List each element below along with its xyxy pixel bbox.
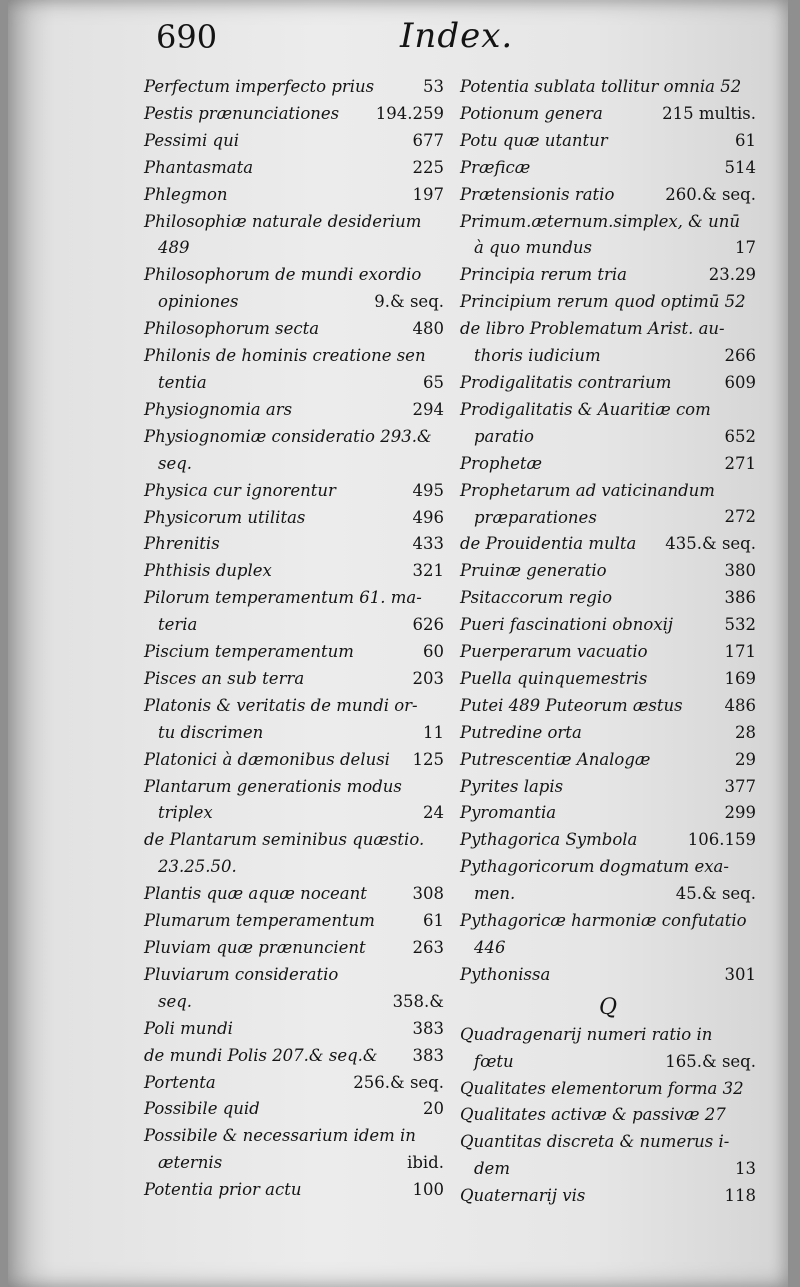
page-reference: 271 [724, 453, 756, 473]
index-entry [144, 908, 444, 935]
page-reference: 358.& [392, 991, 444, 1011]
entry-term: Physiognomiæ consideratio 293.& [144, 426, 432, 446]
page-reference: 495 [412, 480, 444, 500]
page-reference: 514 [724, 157, 756, 177]
index-entry [460, 1076, 756, 1103]
index-entry [144, 666, 444, 693]
index-entry [144, 343, 444, 397]
index-entry [460, 209, 756, 263]
entry-term: Philosophorum secta [144, 319, 320, 339]
entry-term: Præficæ [460, 157, 531, 177]
page-reference: 266 [724, 346, 756, 366]
index-entry [460, 128, 756, 155]
index-entry [460, 1022, 756, 1076]
page-reference: 609 [724, 372, 756, 392]
index-entry [460, 397, 756, 451]
index-entry [144, 827, 444, 881]
index-entry [460, 908, 756, 962]
entry-term: Platonis & veritatis de mundi or- [144, 695, 418, 715]
index-entry [460, 827, 756, 854]
index-entry [460, 370, 756, 397]
index-entry [144, 935, 444, 962]
entry-continuation: præparationes [474, 507, 597, 527]
entry-term: Prodigalitatis & Auaritiæ com [460, 399, 711, 419]
page-reference: 377 [724, 776, 756, 796]
index-entry [460, 720, 756, 747]
page-reference: 13 [735, 1159, 756, 1179]
entry-term: Putredine orta [460, 722, 582, 742]
page-reference: 60 [423, 642, 444, 662]
page-number: 690 [156, 18, 218, 56]
index-entry [144, 1043, 444, 1070]
index-entry [144, 747, 444, 774]
page-reference: 106.159 [687, 830, 756, 850]
entry-term: Philosophorum de mundi exordio [144, 265, 422, 285]
entry-continuation: fœtu [474, 1051, 514, 1071]
index-entry [460, 1102, 756, 1129]
entry-term: Puerperarum vacuatio [460, 642, 648, 662]
entry-term: Putrescentiæ Analogæ [460, 749, 651, 769]
page-reference: 256.& seq. [353, 1072, 444, 1092]
entry-term: Physiognomia ars [144, 399, 293, 419]
index-entry [460, 962, 756, 989]
entry-term: Qualitates activæ & passivæ 27 [460, 1105, 726, 1125]
index-entry [460, 854, 756, 908]
entry-continuation: seq. [158, 453, 193, 473]
page-reference: 677 [412, 130, 444, 150]
entry-term: Piscium temperamentum [144, 642, 354, 662]
index-page [8, 0, 788, 1287]
entry-term: Pyrites lapis [460, 776, 564, 796]
entry-term: Possibile quid [144, 1099, 260, 1119]
page-reference: 386 [724, 588, 756, 608]
entry-term: Poli mundi [144, 1018, 233, 1038]
index-entry [460, 101, 756, 128]
page-reference: 65 [423, 372, 444, 392]
index-entry [460, 666, 756, 693]
index-entry [144, 1096, 444, 1123]
entry-continuation: à quo mundus [474, 238, 593, 258]
entry-term: Puella quinquemestris [460, 668, 648, 688]
entry-term: Platonici à dæmonibus delusi [144, 749, 390, 769]
entry-term: Qualitates elementorum forma 32 [460, 1078, 744, 1098]
entry-term: Pyromantia [460, 803, 557, 823]
index-entry [460, 531, 756, 558]
index-entry [460, 1183, 756, 1210]
entry-term: Pluviarum consideratio [144, 964, 339, 984]
entry-term: Philonis de hominis creatione sen [144, 346, 426, 366]
entry-term: Phlegmon [144, 184, 228, 204]
index-entry [144, 639, 444, 666]
page-reference: 203 [412, 668, 444, 688]
index-entry [460, 478, 756, 532]
index-entry [460, 747, 756, 774]
page-reference: 301 [724, 964, 756, 984]
index-entry [144, 505, 444, 532]
index-entry [144, 209, 444, 263]
index-entry [144, 316, 444, 343]
page-reference: 197 [412, 184, 444, 204]
index-entry [144, 101, 444, 128]
entry-term: Philosophiæ naturale desiderium [144, 211, 422, 231]
entry-term: Pruinæ generatio [460, 561, 607, 581]
entry-term: Principia rerum tria [460, 265, 628, 285]
entry-term: Pessimi qui [144, 130, 239, 150]
index-entry [144, 1070, 444, 1097]
page-reference: 118 [724, 1186, 756, 1206]
entry-term: Psitaccorum regio [460, 588, 613, 608]
entry-term: Primum.æternum.simplex, & unū [460, 211, 740, 231]
index-entry [460, 155, 756, 182]
entry-continuation: tentia [158, 372, 207, 392]
page-reference: 263 [412, 938, 444, 957]
page-reference: 215 multis. [662, 103, 756, 123]
page-reference: 299 [724, 803, 756, 823]
page-reference: 23.29 [708, 265, 756, 285]
index-entry [144, 74, 444, 101]
page-title: Index. [400, 16, 514, 56]
page-reference: 9.& seq. [374, 292, 444, 312]
page-reference: 294 [412, 399, 444, 419]
entry-term: de Prouidentia multa [460, 534, 637, 554]
entry-continuation: men. [474, 884, 516, 904]
page-reference: 496 [412, 507, 444, 527]
page-reference: 165.& seq. [665, 1051, 756, 1071]
entry-continuation: dem [474, 1159, 510, 1179]
index-entry [144, 155, 444, 182]
page-reference: 308 [412, 884, 444, 904]
page-reference: 486 [724, 695, 756, 715]
entry-term: Quadragenarij numeri ratio in [460, 1024, 713, 1044]
index-entry [144, 693, 444, 747]
page-reference: 29 [735, 749, 756, 769]
page-reference: 321 [412, 561, 444, 581]
index-entry [460, 316, 756, 370]
entry-term: Putei 489 Puteorum æstus [460, 695, 683, 715]
page-reference: 45.& seq. [675, 884, 756, 904]
entry-continuation: triplex [158, 803, 213, 823]
index-entry [144, 558, 444, 585]
index-column-left [144, 74, 444, 1204]
entry-term: Phrenitis [144, 534, 220, 554]
page-reference: ibid. [407, 1153, 444, 1173]
entry-term: Phantasmata [144, 157, 254, 177]
page-reference: 532 [724, 615, 756, 635]
entry-term: Principium rerum quod optimū 52 [460, 292, 746, 312]
entry-term: Potentia prior actu [144, 1180, 302, 1200]
page-reference: 380 [724, 561, 756, 581]
page-reference: 169 [724, 668, 756, 688]
entry-term: Pythagorica Symbola [460, 830, 638, 850]
page-reference: 383 [412, 1018, 444, 1038]
page-reference: 100 [412, 1180, 444, 1200]
page-reference: 480 [412, 319, 444, 339]
entry-term: de libro Problematum Arist. au- [460, 319, 725, 339]
index-entry [144, 531, 444, 558]
entry-continuation: thoris iudicium [474, 346, 601, 366]
page-reference: 626 [412, 615, 444, 635]
index-entry [460, 74, 756, 101]
entry-continuation: paratio [474, 426, 534, 446]
page-reference: 11 [423, 722, 444, 742]
entry-term: Prophetarum ad vaticinandum [460, 480, 715, 500]
entry-continuation: 489 [158, 238, 190, 258]
page-reference: 24 [423, 803, 444, 823]
entry-term: Plantis quæ aquæ noceant [144, 884, 367, 904]
entry-term: Pestis prænunciationes [144, 103, 340, 123]
entry-term: Potionum genera [460, 103, 603, 123]
entry-term: Perfectum imperfecto prius [144, 77, 375, 96]
index-entry [144, 128, 444, 155]
page-reference: 433 [412, 534, 444, 554]
index-entry [144, 424, 444, 478]
index-entry [460, 585, 756, 612]
entry-term: Quaternarij vis [460, 1186, 586, 1206]
index-entry [460, 800, 756, 827]
entry-term: Pisces an sub terra [144, 668, 305, 688]
entry-term: Pueri fascinationi obnoxij [460, 615, 674, 635]
entry-continuation: 23.25.50. [158, 857, 237, 877]
page-reference: 652 [724, 426, 756, 446]
entry-term: Plantarum generationis modus [144, 776, 402, 796]
index-column-right [460, 74, 756, 1210]
entry-term: de mundi Polis 207.& seq.& [144, 1045, 378, 1065]
entry-term: Possibile & necessarium idem in [144, 1126, 416, 1146]
index-entry [460, 774, 756, 801]
index-entry [144, 397, 444, 424]
entry-term: Plumarum temperamentum [144, 911, 375, 931]
page-reference: 61 [735, 130, 756, 150]
entry-term: Pythonissa [460, 964, 551, 984]
entry-term: Prætensionis ratio [460, 184, 615, 204]
index-entry [144, 262, 444, 316]
page-reference: 435.& seq. [665, 534, 756, 554]
index-entry [460, 1129, 756, 1183]
entry-term: Quantitas discreta & numerus i- [460, 1132, 730, 1152]
entry-term: Prodigalitatis contrarium [460, 372, 672, 392]
page-reference: 125 [412, 749, 444, 769]
index-entry [460, 182, 756, 209]
page-reference: 383 [412, 1045, 444, 1065]
page-reference: 260.& seq. [665, 184, 756, 204]
page-reference: 17 [735, 238, 756, 258]
index-entry [460, 639, 756, 666]
index-entry [144, 774, 444, 828]
index-entry [144, 1016, 444, 1043]
entry-continuation: 446 [474, 938, 506, 957]
entry-term: Potu quæ utantur [460, 130, 608, 150]
page-reference: 194.259 [375, 103, 444, 123]
entry-continuation: seq. [158, 991, 193, 1011]
page-reference: 272 [724, 507, 756, 527]
index-entry [460, 289, 756, 316]
entry-term: Pythagoricorum dogmatum exa- [460, 857, 729, 877]
section-letter: Q [598, 994, 618, 1020]
index-entry [144, 962, 444, 1016]
entry-term: Pythagoricæ harmoniæ confutatio [460, 911, 747, 931]
entry-term: Physica cur ignorentur [144, 480, 336, 500]
page-reference: 225 [412, 157, 444, 177]
entry-term: Prophetæ [460, 453, 543, 473]
index-entry [144, 478, 444, 505]
entry-continuation: tu discrimen [158, 722, 264, 742]
entry-term: Physicorum utilitas [144, 507, 306, 527]
entry-term: Pluviam quæ prænuncient [144, 938, 366, 957]
index-entry [460, 612, 756, 639]
entry-term: Pilorum temperamentum 61. ma- [144, 588, 422, 608]
index-entry [460, 693, 756, 720]
index-entry [144, 1177, 444, 1204]
index-entry [144, 881, 444, 908]
index-entry [144, 182, 444, 209]
entry-term: Potentia sublata tollitur omnia 52 [460, 77, 742, 96]
entry-term: Phthisis duplex [144, 561, 272, 581]
index-entry [460, 262, 756, 289]
page-reference: 53 [423, 77, 444, 96]
index-entry [144, 585, 444, 639]
index-entry [460, 451, 756, 478]
page-reference: 61 [423, 911, 444, 931]
entry-term: de Plantarum seminibus quæstio. [144, 830, 425, 850]
entry-continuation: æternis [158, 1153, 223, 1173]
entry-continuation: teria [158, 615, 198, 635]
page-reference: 171 [724, 642, 756, 662]
entry-term: Portenta [144, 1072, 216, 1092]
index-entry [144, 1123, 444, 1177]
entry-continuation: opiniones [158, 292, 239, 312]
page-reference: 20 [423, 1099, 444, 1119]
page-reference: 28 [735, 722, 756, 742]
index-entry [460, 558, 756, 585]
